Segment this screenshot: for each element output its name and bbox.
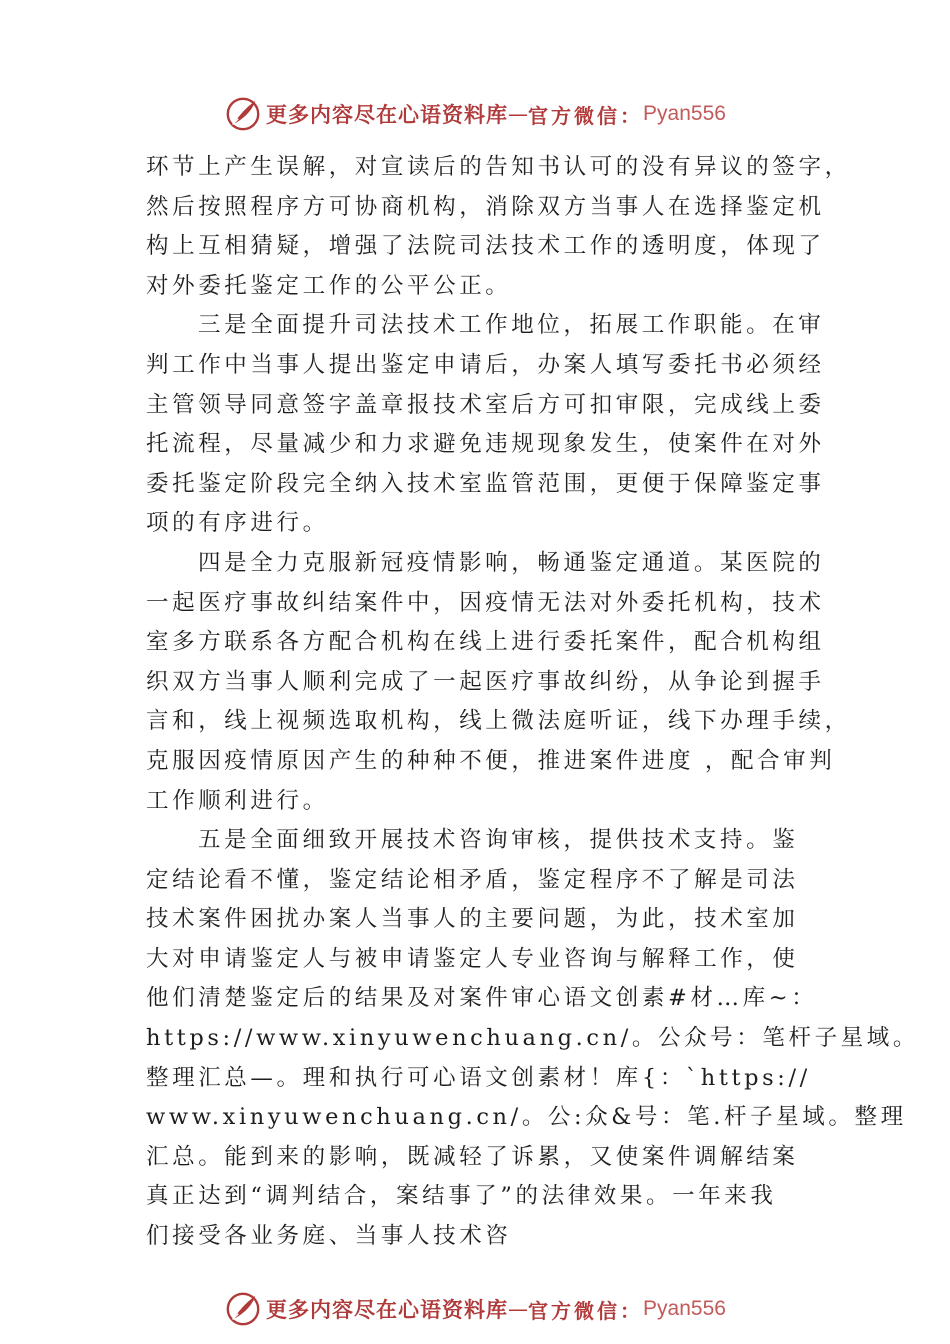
document-body <box>146 148 919 1257</box>
text-line: 整理汇总—。理和执行可心语文创素材！库{：`https:// <box>146 1064 811 1091</box>
text-line: 项的有序进行。 <box>146 510 329 537</box>
text-line: 三是全面提升司法技术工作地位，拓展工作职能。在审 <box>198 312 825 339</box>
text-line: 们接受各业务庭、当事人技术咨 <box>146 1223 512 1250</box>
header-watermark-banner <box>0 92 950 136</box>
text-line: 技术案件困扰办案人当事人的主要问题，为此，技术室加 <box>146 906 799 933</box>
text-line: 对外委托鉴定工作的公平公正。 <box>146 272 512 299</box>
text-line: 真正达到“调判结合，案结事了”的法律效果。一年来我 <box>146 1183 777 1210</box>
text-line: 四是全力克服新冠疫情影响，畅通鉴定通道。某医院的 <box>198 549 825 576</box>
text-line: 定结论看不懂，鉴定结论相矛盾，鉴定程序不了解是司法 <box>146 866 799 893</box>
text-line: 汇总。能到来的影响，既减轻了诉累，又使案件调解结案 <box>146 1143 799 1170</box>
banner-separator: — <box>508 1297 529 1321</box>
banner-separator: — <box>508 102 529 126</box>
text-line: 环节上产生误解，对宣读后的告知书认可的没有异议的签字， <box>146 154 851 180</box>
text-line: 工作顺利进行。 <box>146 787 329 814</box>
banner-brand-text: 更多内容尽在心语资料库 <box>266 102 509 127</box>
banner-brand-text: 更多内容尽在心语资料库 <box>266 1297 509 1322</box>
banner-wechat-label: 官方微信： <box>528 103 644 128</box>
text-line: 言和，线上视频选取机构，线上微法庭听证，线下办理手续， <box>146 708 851 735</box>
text-line: 托流程，尽量减少和力求避免违规现象发生，使案件在对外 <box>146 431 825 458</box>
footer-watermark-banner <box>0 1287 950 1331</box>
text-line: 大对申请鉴定人与被申请鉴定人专业咨询与解释工作，使 <box>146 945 799 972</box>
text-line: 他们清楚鉴定后的结果及对案件审心语文创素#材…库~： <box>146 985 818 1012</box>
banner-wechat-id: Pyan556 <box>643 102 726 125</box>
text-line: 判工作中当事人提出鉴定申请后，办案人填写委托书必须经 <box>146 351 825 378</box>
banner-wechat-id: Pyan556 <box>643 1297 726 1320</box>
text-line: 织双方当事人顺利完成了一起医疗事故纠纷，从争论到握手 <box>146 668 825 695</box>
text-line: 然后按照程序方可协商机构，消除双方当事人在选择鉴定机 <box>146 193 825 220</box>
quill-logo-icon <box>224 95 262 133</box>
text-line: 室多方联系各方配合机构在线上进行委托案件，配合机构组 <box>146 629 825 656</box>
text-line: https://www.xinyuwenchuang.cn/。公众号：笔杆子星域。 <box>146 1025 919 1052</box>
banner-wechat-label: 官方微信： <box>528 1298 644 1323</box>
text-line: 构上互相猜疑，增强了法院司法技术工作的透明度，体现了 <box>146 233 825 260</box>
text-line: 主管领导同意签字盖章报技术室后方可扣审限，完成线上委 <box>146 391 825 418</box>
text-line: 五是全面细致开展技术咨询审核，提供技术支持。鉴 <box>198 827 799 854</box>
text-line: 一起医疗事故纠结案件中，因疫情无法对外委托机构，技术 <box>146 589 825 616</box>
text-line: 委托鉴定阶段完全纳入技术室监管范围，更便于保障鉴定事 <box>146 470 825 497</box>
text-line: www.xinyuwenchuang.cn/。公:众&号：笔.杆子星域。整理 <box>146 1104 907 1131</box>
text-line: 克服因疫情原因产生的种种不便，推进案件进度 ，配合审判 <box>146 747 836 774</box>
quill-logo-icon <box>224 1290 262 1328</box>
